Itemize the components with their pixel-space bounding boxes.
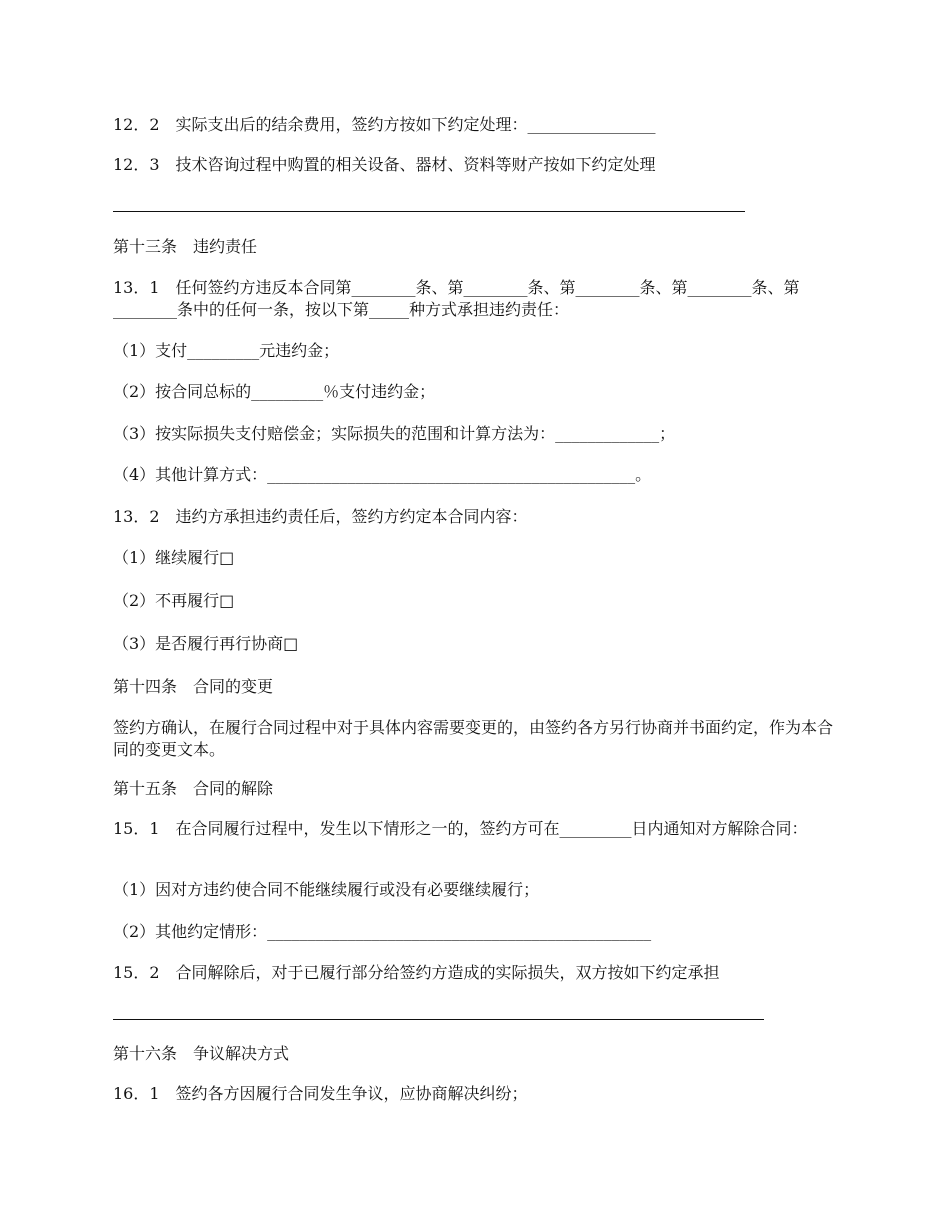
clause-12-2: 12．2 实际支出后的结余费用，签约方按如下约定处理：________________ [113,115,656,134]
list-item: （2）其他约定情形：________________________________________________ [113,922,652,941]
list-item: （3）按实际损失支付赔偿金；实际损失的范围和计算方法为：_____________； [113,424,676,443]
blank-line [113,211,745,212]
clause-12-3: 12．3 技术咨询过程中购置的相关设备、器材、资料等财产按如下约定处理 [113,155,656,174]
list-item: （1）因对方违约使合同不能继续履行或没有必要继续履行； [113,880,540,899]
list-item: （4）其他计算方式：______________________________________________。 [113,465,652,484]
option-item: （2）不再履行□ [113,591,235,610]
blank-line [113,1019,764,1020]
article-13-heading: 第十三条 违约责任 [113,237,258,256]
clause-16-1: 16．1 签约各方因履行合同发生争议，应协商解决纠纷； [113,1084,528,1103]
option-item: （1）继续履行□ [113,548,235,567]
clause-15-1: 15．1 在合同履行过程中，发生以下情形之一的，签约方可在_________日内通知对方解除合同： [113,819,808,838]
list-item: （2）按合同总标的_________％支付违约金； [113,382,436,401]
article-14-heading: 第十四条 合同的变更 [113,677,274,696]
list-item: （1）支付_________元违约金； [113,341,340,360]
article-16-heading: 第十六条 争议解决方式 [113,1044,290,1063]
option-item: （3）是否履行再行协商□ [113,634,299,653]
article-15-heading: 第十五条 合同的解除 [113,779,274,798]
clause-13-2: 13．2 违约方承担违约责任后，签约方约定本合同内容： [113,507,528,526]
article-14-body: 签约方确认，在履行合同过程中对于具体内容需要变更的，由签约各方另行协商并书面约定，作为本合同的变更文本。 [113,718,834,759]
clause-15-2: 15．2 合同解除后，对于已履行部分给签约方造成的实际损失，双方按如下约定承担 [113,963,720,982]
clause-13-1: 13．1 任何签约方违反本合同第________条、第________条、第________条、第________条、第________条中的任何一条，按以下第_____种方式承担违约责任： [113,278,800,319]
